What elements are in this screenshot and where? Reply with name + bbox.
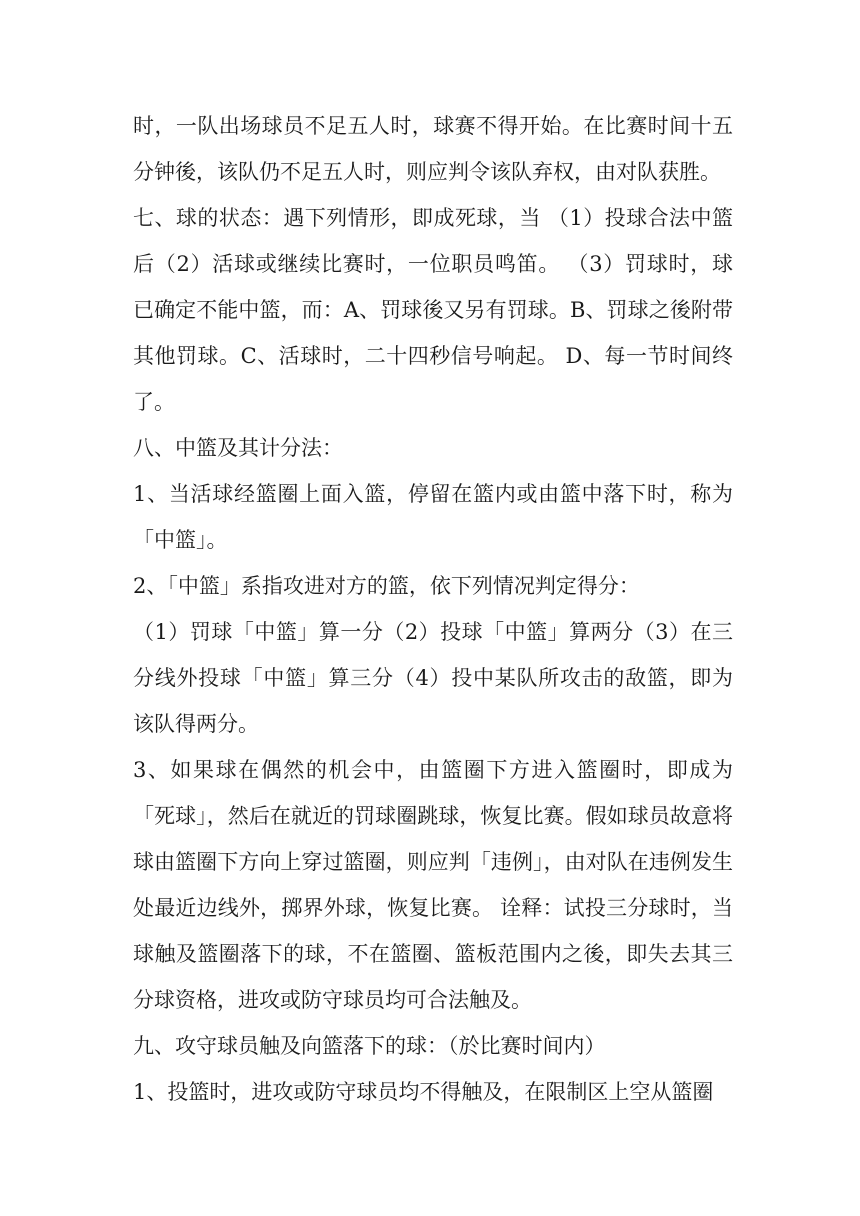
heading-goaltending-section: 九、攻守球员触及向篮落下的球：（於比赛时间内） — [133, 1034, 606, 1058]
paragraph-goal-definition: 1、当活球经篮圈上面入篮，停留在篮内或由篮中落下时，称为「中篮」。 — [133, 482, 733, 552]
heading-scoring-section: 八、中篮及其计分法： — [133, 436, 343, 460]
paragraph-point-values: （1）罚球「中篮」算一分（2）投球「中篮」算两分（3）在三分线外投球「中篮」算三分（4）投中某队所攻击的敌篮，即为该队得两分。 — [133, 620, 733, 736]
paragraph-dead-ball-section: 七、球的状态：遇下列情形，即成死球，当 （1）投球合法中篮后（2）活球或继续比赛时，一位职员鸣笛。 （3）罚球时，球已确定不能中篮，而：A、罚球後又另有罚球。B、罚球之後附带其他罚球。C、活球时，二十四秒信号响起。 D、每一节时间终了。 — [133, 206, 733, 414]
paragraph-goaltending-rule: 1、投篮时，进攻或防守球员均不得触及，在限制区上空从篮圈 — [133, 1080, 714, 1104]
paragraph-ball-from-below: 3、如果球在偶然的机会中，由篮圈下方进入篮圈时，即成为「死球」，然后在就近的罚球圈跳球，恢复比赛。假如球员故意将球由篮圈下方向上穿过篮圈，则应判「违例」，由对队在违例发生处最近边线外，掷界外球，恢复比赛。 诠释：试投三分球时，当球触及篮圈落下的球，不在篮圈、篮板范围内之後，即失去其三分球资格，进攻或防守球员均可合法触及。 — [133, 758, 733, 1012]
paragraph-goal-scoring-intro: 2、「中篮」系指攻进对方的篮，依下列情况判定得分： — [133, 574, 640, 598]
document-body — [133, 103, 733, 1115]
paragraph-forfeit-rule: 时，一队出场球员不足五人时，球赛不得开始。在比赛时间十五分钟後，该队仍不足五人时，则应判令该队弃权，由对队获胜。 — [133, 114, 733, 184]
